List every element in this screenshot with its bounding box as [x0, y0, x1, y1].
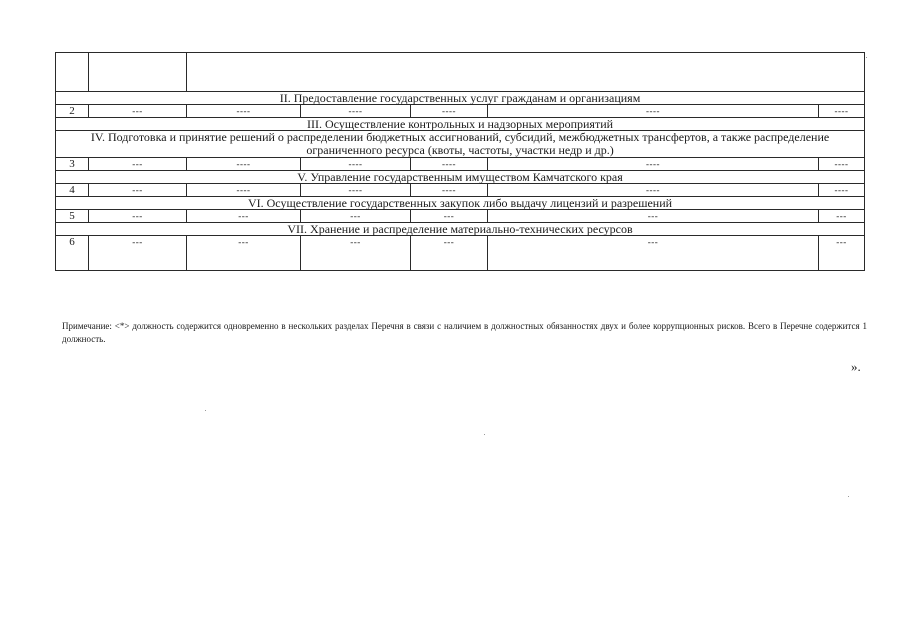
section-header-row: [56, 118, 865, 131]
table-cell: ---: [819, 210, 865, 223]
scan-speck: [866, 57, 867, 58]
scan-speck: [205, 410, 206, 411]
table-cell: ----: [301, 158, 411, 171]
table-cell: ----: [411, 105, 488, 118]
table-cell: ----: [187, 184, 301, 197]
table-cell: [187, 53, 865, 92]
table-cell: ----: [819, 105, 865, 118]
table-cell: ---: [488, 236, 819, 271]
row-number: 5: [56, 210, 89, 223]
table-cell: ---: [488, 210, 819, 223]
section-title: V. Управление государственным имуществом Камчатского края: [56, 171, 865, 184]
section-title: VI. Осуществление государственных закупок либо выдачу лицензий и разрешений: [56, 197, 865, 210]
table-cell: ---: [89, 105, 187, 118]
section-header-row: [56, 223, 865, 236]
table-cell: ---: [819, 236, 865, 271]
table-cell: ---: [89, 236, 187, 271]
closing-quote-mark: ».: [851, 359, 861, 374]
section-header-row: [56, 171, 865, 184]
table-cell: ----: [819, 184, 865, 197]
table-cell: ----: [301, 105, 411, 118]
section-title: III. Осуществление контрольных и надзорных мероприятий: [56, 118, 865, 131]
positions-table-fragment: [55, 52, 864, 271]
section-header-row: [56, 92, 865, 105]
table-cell: ----: [488, 105, 819, 118]
row-number: 2: [56, 105, 89, 118]
scan-speck: [484, 434, 485, 435]
section-header-row: [56, 197, 865, 210]
table-cell: ---: [187, 236, 301, 271]
table-cell: ---: [89, 210, 187, 223]
table-cell: ----: [187, 158, 301, 171]
table-cell: ----: [187, 105, 301, 118]
table-cell: [89, 53, 187, 92]
section-title: VII. Хранение и распределение материально-технических ресурсов: [56, 223, 865, 236]
table-cell: ---: [301, 236, 411, 271]
table-cell: ----: [411, 184, 488, 197]
row-number: 3: [56, 158, 89, 171]
table-row-continued: [56, 53, 865, 92]
table-cell: ----: [488, 184, 819, 197]
table-cell: ----: [301, 184, 411, 197]
table-row: [56, 158, 865, 171]
section-title: II. Предоставление государственных услуг гражданам и организациям: [56, 92, 865, 105]
table-cell: ----: [411, 158, 488, 171]
row-number: 6: [56, 236, 89, 271]
table-cell: ----: [819, 158, 865, 171]
table-cell: ----: [488, 158, 819, 171]
table-cell: ---: [301, 210, 411, 223]
section-title: IV. Подготовка и принятие решений о распределении бюджетных ассигнований, субсидий, межбюджетных трансфертов, а также распределение ограниченного ресурса (квоты, частоты, участки недр и др.): [56, 131, 865, 158]
footnote: Примечание: <*> должность содержится одновременно в нескольких разделах Перечня в связи с наличием в должностных обязанностях двух и более коррупционных рисков. Всего в Перечне содержится 1 должность.: [62, 321, 867, 344]
section-header-row: [56, 131, 865, 158]
table-cell: ---: [411, 210, 488, 223]
table-row: [56, 210, 865, 223]
scan-speck: [848, 496, 849, 497]
table-cell: [56, 53, 89, 92]
table-cell: ---: [89, 184, 187, 197]
table-row: [56, 184, 865, 197]
row-number: 4: [56, 184, 89, 197]
table-cell: ---: [411, 236, 488, 271]
table-cell: ---: [89, 158, 187, 171]
positions-table: [55, 52, 865, 271]
table-row: [56, 105, 865, 118]
table-row: [56, 236, 865, 271]
table-cell: ---: [187, 210, 301, 223]
